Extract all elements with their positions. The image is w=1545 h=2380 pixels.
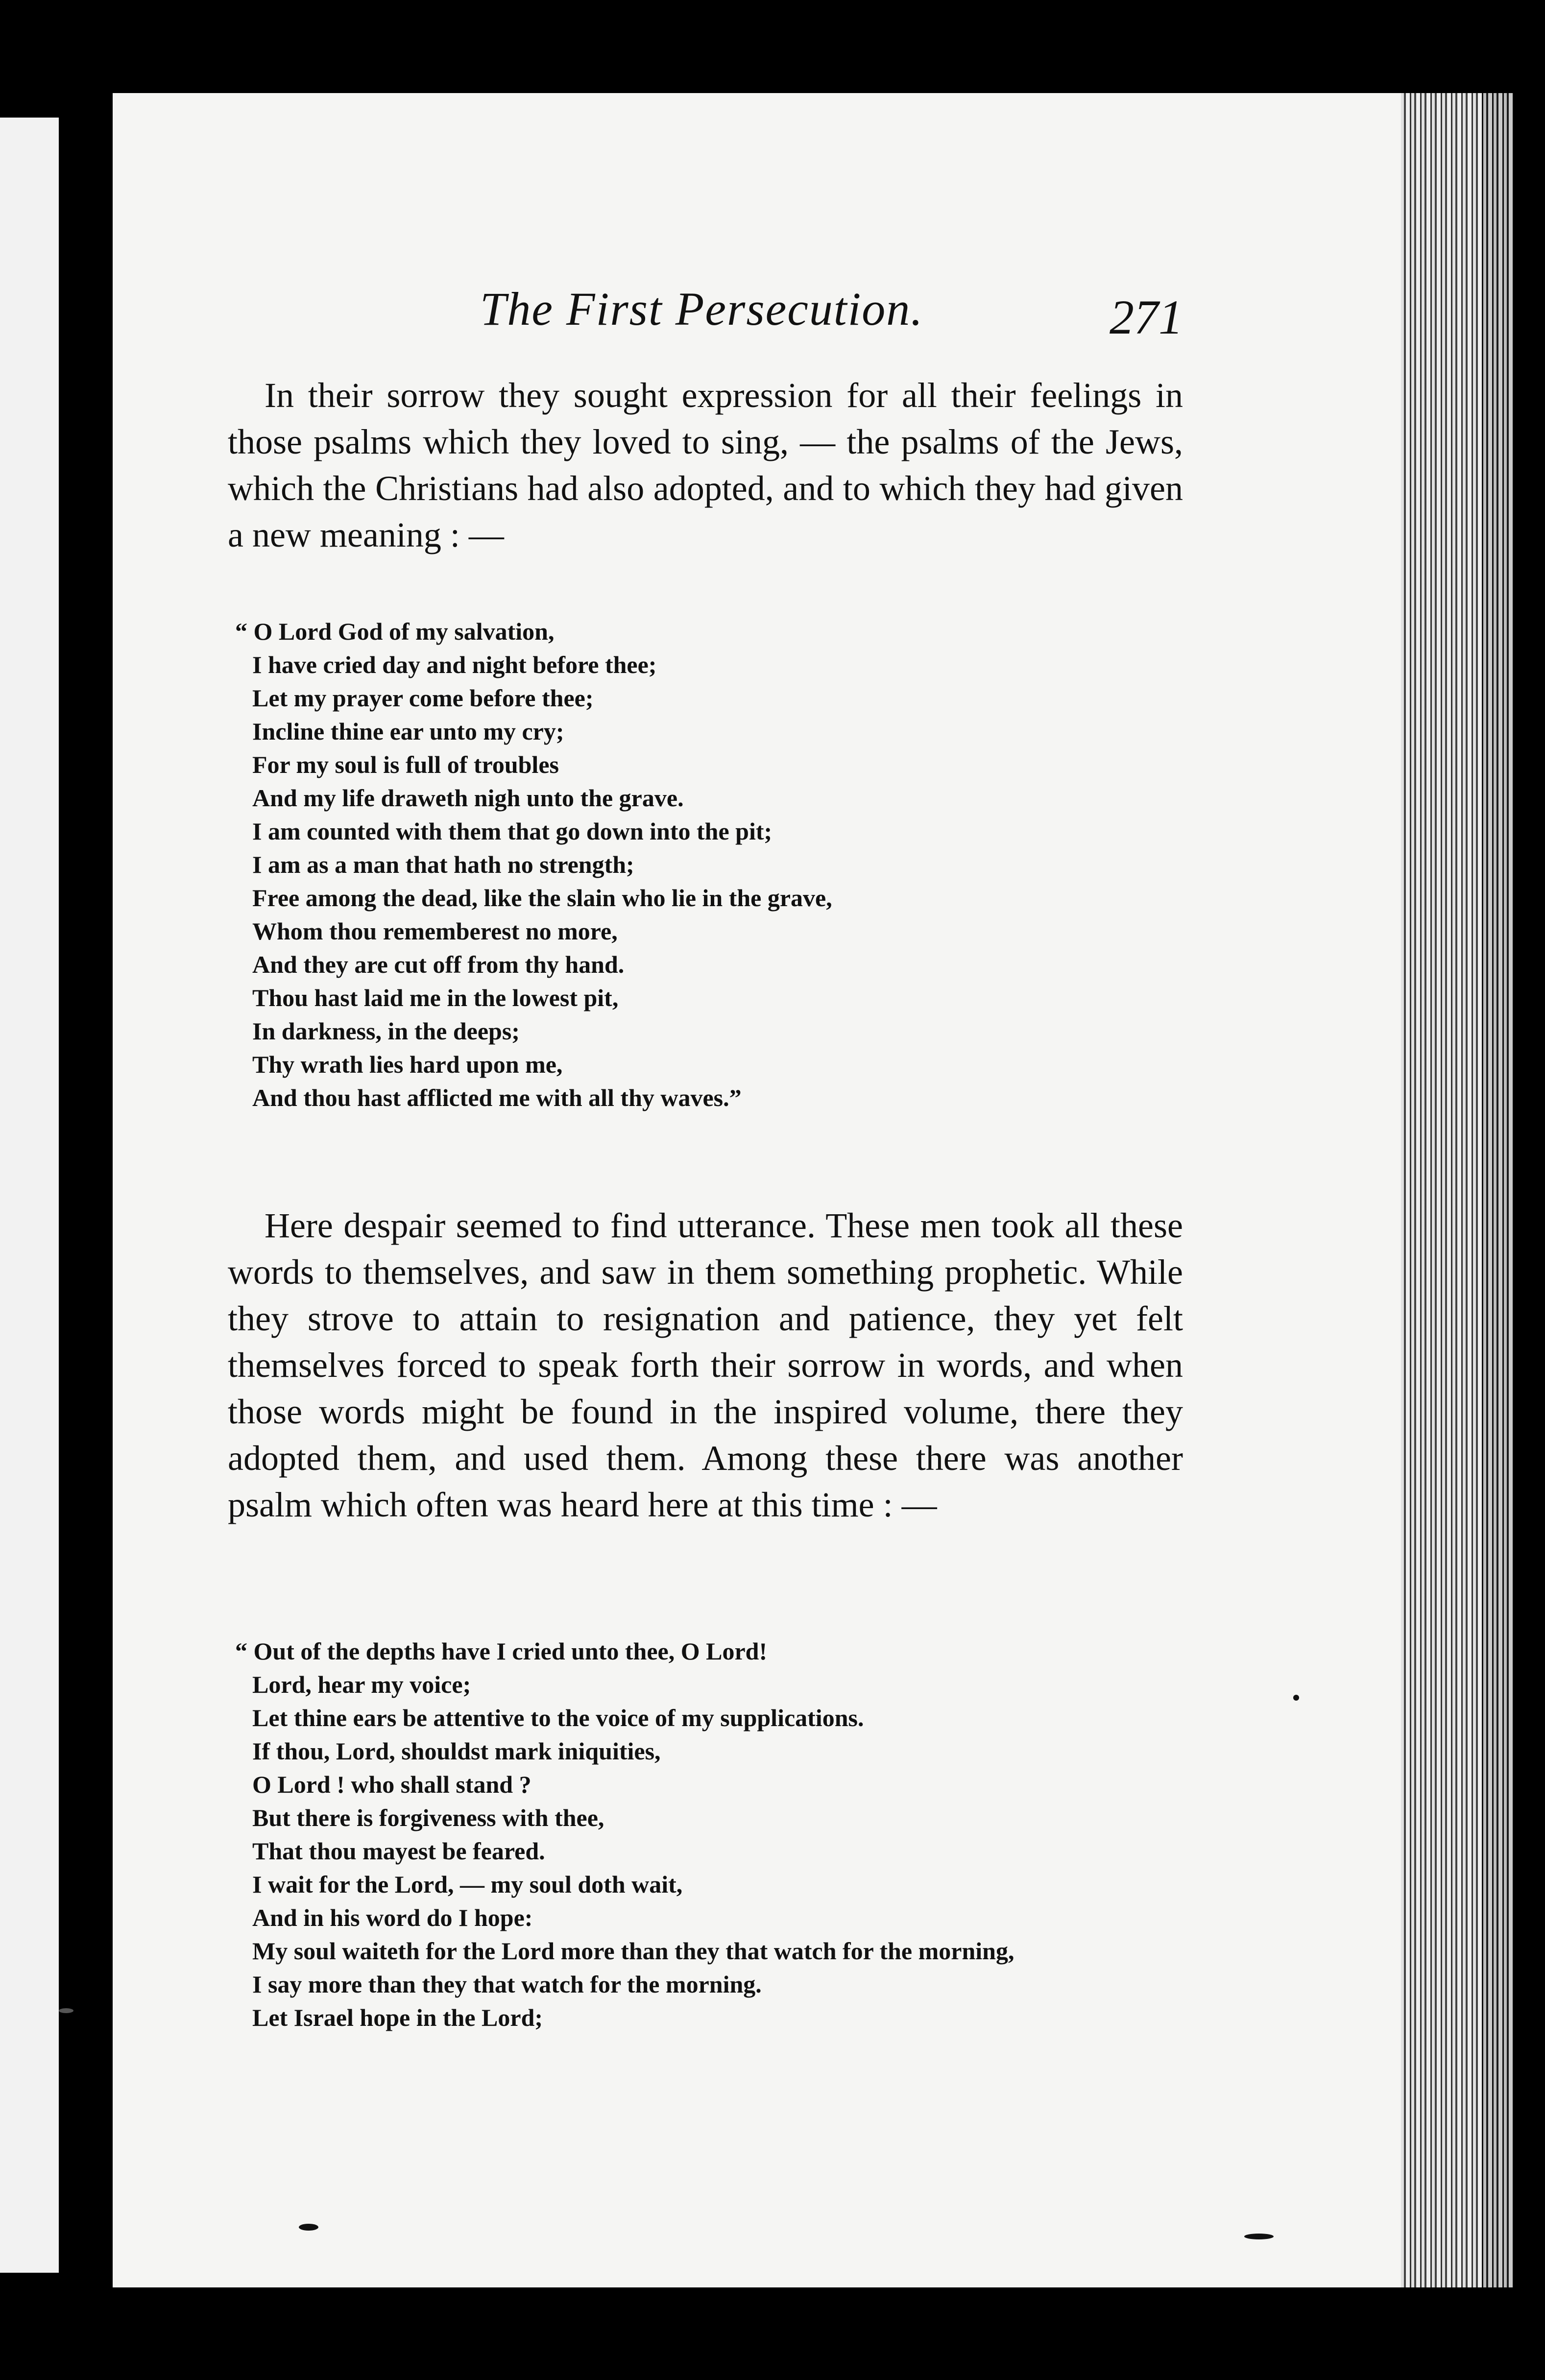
print-speck: [1244, 2234, 1274, 2239]
print-speck: [299, 2224, 318, 2231]
print-speck: [1293, 1695, 1299, 1701]
verse-line: O Lord ! who shall stand ?: [252, 1771, 531, 1798]
verse-line: Whom thou rememberest no more,: [252, 917, 618, 945]
verse-line: Let thine ears be attentive to the voice of my supplications.: [252, 1704, 864, 1731]
psalm-88-quotation: [235, 615, 832, 1114]
verse-line: In darkness, in the deeps;: [252, 1017, 520, 1045]
verse-line: And in his word do I hope:: [252, 1904, 533, 1931]
verse-line: But there is forgiveness with thee,: [252, 1804, 604, 1831]
verse-line: Incline thine ear unto my cry;: [252, 718, 564, 745]
verse-line: If thou, Lord, shouldst mark iniquities,: [252, 1737, 661, 1765]
verse-line: I wait for the Lord, — my soul doth wait,: [252, 1871, 683, 1898]
verse-line: That thou mayest be feared.: [252, 1837, 545, 1865]
paragraph-commentary: Here despair seemed to find utterance. These men took all these words to themselves, and saw in them something prophetic. While they strove to attain to resignation and patience, they yet felt themselves forced to speak forth their sorrow in words, and when those words might be found in the inspired volume, there they adopted them, and used them. Among these there was another psalm which often was heard here at this time : —: [228, 1206, 1183, 1524]
verse-line: Let Israel hope in the Lord;: [252, 2004, 543, 2031]
verse-line: Lord, hear my voice;: [252, 1671, 471, 1698]
verse-line: Free among the dead, like the slain who lie in the grave,: [252, 884, 832, 912]
running-title: The First Persecution.: [480, 283, 924, 335]
verse-line: “ O Lord God of my salvation,: [235, 618, 555, 645]
verse-line: Thy wrath lies hard upon me,: [252, 1051, 563, 1078]
adjacent-page-edge: [0, 118, 59, 2273]
psalm-130-quotation: [235, 1635, 1014, 2034]
paragraph-intro: In their sorrow they sought expression for all their feelings in those psalms which they loved to sing, — the psalms of the Jews, which the Christians had also adopted, and to which they had given a new meaning : —: [228, 376, 1183, 554]
verse-line: And my life draweth nigh unto the grave.: [252, 784, 684, 812]
verse-line: I have cried day and night before thee;: [252, 651, 657, 678]
verse-line: For my soul is full of troubles: [252, 751, 559, 778]
verse-line: Let my prayer come before thee;: [252, 684, 594, 712]
verse-line: I say more than they that watch for the morning.: [252, 1971, 762, 1998]
page-gutter-edge: [1401, 93, 1514, 2287]
verse-line: And thou hast afflicted me with all thy waves.”: [252, 1084, 742, 1111]
verse-line: I am as a man that hath no strength;: [252, 851, 634, 878]
verse-line: “ Out of the depths have I cried unto thee, O Lord!: [235, 1637, 768, 1665]
verse-line: And they are cut off from thy hand.: [252, 951, 625, 978]
verse-line: My soul waiteth for the Lord more than they that watch for the morning,: [252, 1937, 1014, 1965]
verse-line: Thou hast laid me in the lowest pit,: [252, 984, 619, 1011]
verse-line: I am counted with them that go down into the pit;: [252, 817, 772, 845]
print-speck: [59, 2008, 73, 2013]
page-number: 271: [1110, 290, 1183, 344]
